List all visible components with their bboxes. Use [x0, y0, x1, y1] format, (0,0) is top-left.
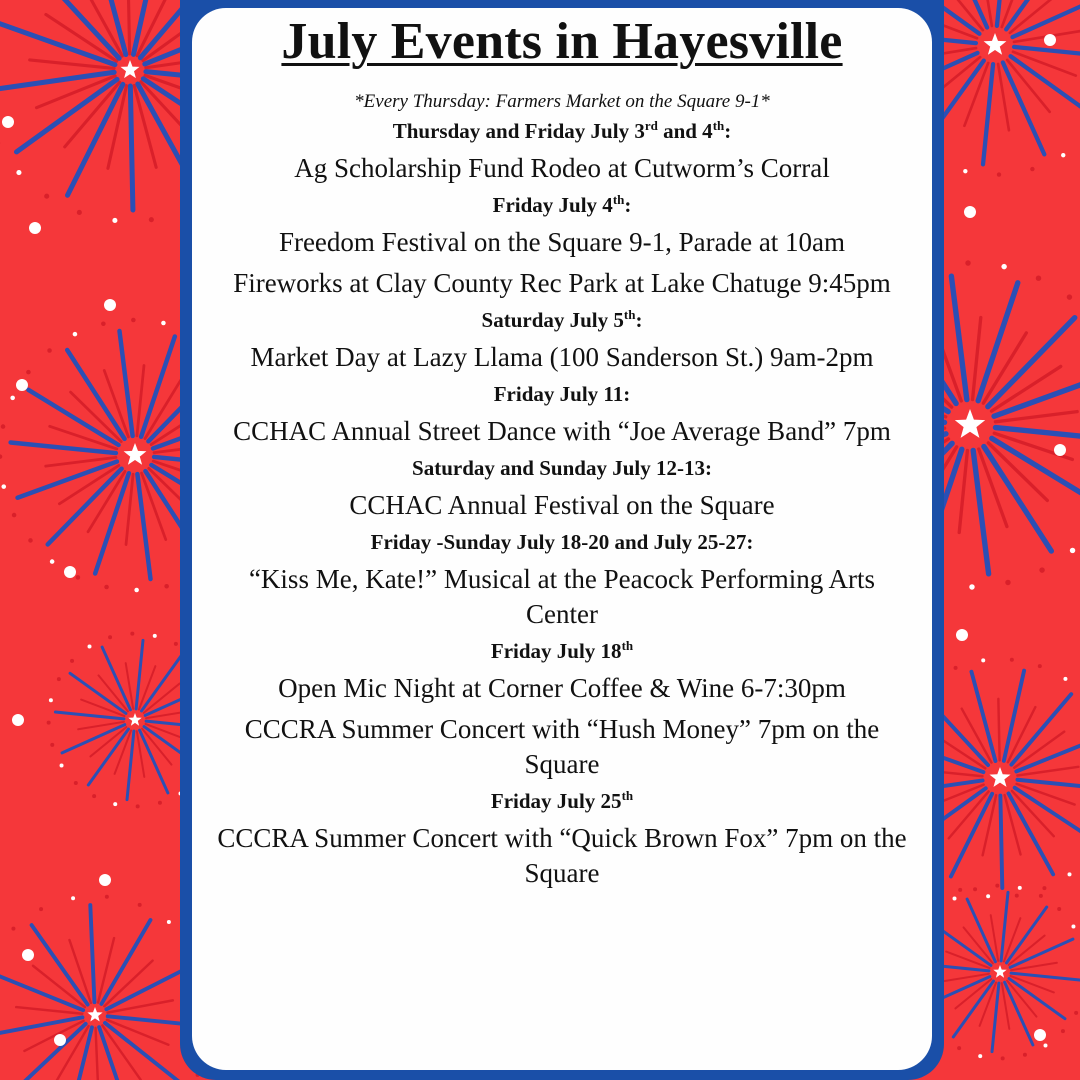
section-date: Friday July 25th: [490, 788, 634, 813]
firework-dot: [105, 895, 109, 899]
star-icon: [955, 409, 985, 438]
firework-dot: [978, 1054, 982, 1058]
firework-dot: [26, 370, 31, 375]
firework-dot: [70, 659, 74, 663]
firework-dot: [981, 658, 985, 662]
firework-ray: [973, 318, 981, 400]
firework-dot: [1061, 1029, 1065, 1033]
firework-dot: [49, 698, 53, 702]
firework-dot: [136, 804, 140, 808]
firework-dot: [74, 781, 78, 785]
firework-ray: [105, 1023, 181, 1080]
firework-dot: [973, 887, 977, 891]
firework-dot: [1071, 925, 1075, 929]
firework-dot: [1067, 294, 1072, 299]
section-date: Friday July 11:: [493, 382, 631, 406]
sparkle-dot: [54, 1034, 66, 1046]
firework-ray: [984, 447, 1051, 552]
event-item: Open Mic Night at Corner Coffee & Wine 6-7:30pm: [278, 673, 846, 703]
firework-dot: [1039, 567, 1044, 572]
event-item: CCHAC Annual Street Dance with “Joe Average Band” 7pm: [233, 416, 891, 446]
firework-dot: [1030, 167, 1034, 171]
firework-ray: [15, 1024, 86, 1080]
section-date: Saturday and Sunday July 12-13:: [412, 456, 712, 480]
firework-dot: [1070, 548, 1075, 553]
firework-dot: [134, 588, 139, 593]
star-icon: [984, 33, 1007, 55]
firework-ray: [130, 86, 133, 210]
recurring-note: *Every Thursday: Farmers Market on the Square 9-1*: [354, 91, 770, 112]
star-icon: [128, 713, 141, 726]
firework-dot: [1018, 886, 1022, 890]
event-section: [192, 192, 932, 301]
sparkle-dot: [22, 949, 34, 961]
firework-ray: [0, 72, 114, 90]
firework-dot: [11, 927, 15, 931]
firework-dot: [1042, 886, 1046, 890]
event-section: [192, 381, 932, 449]
firework-dot: [130, 632, 134, 636]
event-section: [192, 307, 932, 375]
firework-ray: [1000, 796, 1002, 888]
firework-ray: [983, 795, 996, 855]
firework-dot: [1001, 1056, 1005, 1060]
firework-dot: [0, 454, 2, 459]
firework-ray: [992, 983, 999, 1051]
event-item: Fireworks at Clay County Rec Park at Lake Chatuge 9:45pm: [233, 268, 891, 298]
event-section: [192, 455, 932, 523]
firework-dot: [47, 721, 51, 725]
star-icon: [124, 443, 147, 465]
section-date: Thursday and Friday July 3rd and 4th:: [392, 118, 732, 143]
firework-ray: [997, 0, 1007, 26]
firework-dot: [77, 210, 82, 215]
firework-dot: [167, 920, 171, 924]
firework-ray: [0, 1017, 82, 1035]
firework-dot: [71, 896, 75, 900]
firework-dot: [1043, 1043, 1047, 1047]
firework-dot: [1038, 664, 1042, 668]
firework-dot: [1061, 153, 1065, 157]
firework-dot: [1057, 907, 1061, 911]
event-section: [192, 118, 932, 186]
firework-dot: [953, 897, 957, 901]
firework-dot: [88, 645, 92, 649]
firework-dot: [57, 677, 61, 681]
firework-dot: [50, 743, 54, 747]
firework-ray: [959, 450, 967, 532]
firework-dot: [158, 801, 162, 805]
firework-ray: [67, 350, 124, 439]
section-date: Saturday July 5th:: [481, 307, 643, 332]
firework-dot: [986, 894, 990, 898]
event-section: [192, 529, 932, 632]
firework-dot: [995, 884, 999, 888]
firework-dot: [138, 903, 142, 907]
firework-dot: [76, 575, 81, 580]
events-card: [192, 8, 932, 1070]
firework-ray: [18, 462, 117, 498]
firework-dot: [104, 585, 109, 590]
event-item: CCHAC Annual Festival on the Square: [349, 490, 775, 520]
event-item: Freedom Festival on the Square 9-1, Parade at 10am: [278, 227, 846, 257]
section-date: Friday July 4th:: [492, 192, 632, 217]
firework-dot: [50, 559, 55, 564]
firework-dot: [1015, 894, 1019, 898]
section-date: Friday July 18th: [490, 638, 634, 663]
star-icon: [993, 965, 1006, 978]
firework-dot: [108, 635, 112, 639]
firework-ray: [127, 731, 134, 799]
sparkle-dot: [29, 222, 41, 234]
firework-dot: [164, 584, 169, 589]
firework-dot: [47, 348, 52, 353]
firework-ray: [90, 905, 94, 1002]
star-icon: [990, 767, 1011, 787]
sparkle-dot: [12, 714, 24, 726]
firework-dot: [12, 513, 17, 518]
firework-dot: [113, 802, 117, 806]
sparkle-dot: [104, 299, 116, 311]
firework-ray: [99, 1027, 130, 1080]
firework-ray: [55, 712, 123, 719]
sparkle-dot: [956, 629, 968, 641]
firework-dot: [954, 666, 958, 670]
event-item: “Kiss Me, Kate!” Musical at the Peacock Performing Arts Center: [248, 564, 876, 629]
firework-ray: [16, 79, 117, 152]
firework-dot: [39, 907, 43, 911]
firework-dot: [1074, 1011, 1078, 1015]
firework-dot: [1001, 264, 1006, 269]
firework-dot: [60, 763, 64, 767]
firework-dot: [958, 888, 962, 892]
firework-dot: [44, 194, 49, 199]
firework-ray: [28, 390, 118, 445]
firework-ray: [16, 1007, 82, 1014]
sparkle-dot: [1034, 1029, 1046, 1041]
sparkle-dot: [64, 566, 76, 578]
firework-dot: [957, 1046, 961, 1050]
sparkle-dot: [964, 206, 976, 218]
firework-dot: [10, 396, 15, 401]
firework-ray: [136, 640, 143, 708]
firework-dot: [174, 642, 178, 646]
sparkle-dot: [1044, 34, 1056, 46]
firework-dot: [1068, 872, 1072, 876]
event-item: CCCRA Summer Concert with “Quick Brown Fox” 7pm on the Square: [217, 823, 907, 888]
star-icon: [87, 1007, 102, 1022]
firework-dot: [161, 321, 166, 326]
event-item: Market Day at Lazy Llama (100 Sanderson St.) 9am-2pm: [250, 342, 874, 372]
firework-ray: [96, 1028, 99, 1080]
firework-ray: [0, 23, 115, 65]
section-date: Friday -Sunday July 18-20 and July 25-27:: [370, 530, 754, 554]
firework-dot: [1063, 677, 1067, 681]
sparkle-dot: [2, 116, 14, 128]
firework-dot: [1, 484, 6, 489]
page-title: July Events in Hayesville: [281, 13, 843, 70]
sparkle-dot: [99, 874, 111, 886]
firework-dot: [965, 260, 970, 265]
firework-dot: [1039, 894, 1043, 898]
firework-dot: [1036, 275, 1041, 280]
firework-dot: [153, 634, 157, 638]
firework-dot: [149, 217, 154, 222]
event-item: Ag Scholarship Fund Rodeo at Cutworm’s Corral: [294, 153, 830, 183]
firework-dot: [28, 538, 33, 543]
event-section: [192, 788, 932, 891]
firework-ray: [983, 64, 993, 164]
firework-ray: [998, 699, 999, 761]
firework-ray: [128, 0, 130, 54]
firework-dot: [112, 218, 117, 223]
sparkle-dot: [16, 379, 28, 391]
firework-dot: [131, 318, 136, 323]
firework-dot: [92, 794, 96, 798]
firework-dot: [1, 424, 6, 429]
firework-dot: [101, 321, 106, 326]
firework-dot: [73, 332, 78, 337]
sparkle-dot: [1054, 444, 1066, 456]
firework-dot: [1023, 1053, 1027, 1057]
firework-dot: [16, 170, 21, 175]
star-icon: [121, 60, 140, 78]
firework-dot: [1010, 658, 1014, 662]
firework-ray: [1011, 973, 1079, 980]
event-section: [192, 638, 932, 782]
firework-dot: [963, 169, 967, 173]
firework-ray: [1001, 892, 1008, 960]
firework-dot: [997, 172, 1001, 176]
firework-dot: [1005, 580, 1010, 585]
firework-dot: [969, 584, 974, 589]
event-item: CCCRA Summer Concert with “Hush Money” 7pm on the Square: [244, 714, 880, 779]
